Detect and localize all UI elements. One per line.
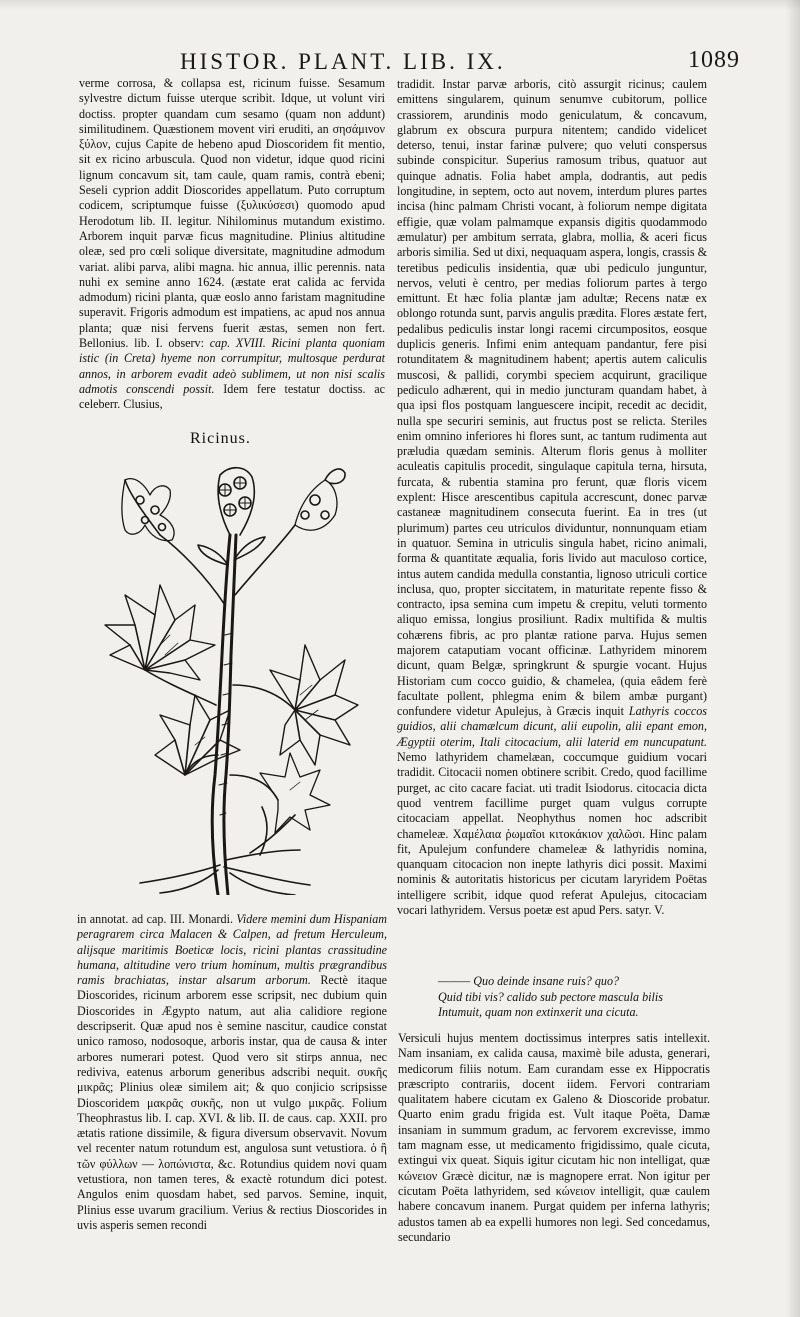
- left-column-italic-quote: cap. XVIII. Ricini planta quoniam istic (in Creta) hyeme non corrumpitur, multosque perdurat annos, in arborem evadit adeò sublimem, ut non nisi scalis admotis conscendi possit.: [79, 336, 386, 396]
- left-column-bottom-paragraph: [77, 912, 387, 1233]
- verse-line: ——— Quo deinde insane ruis? quo?: [438, 974, 620, 988]
- right-column-bottom-paragraph: Versiculi hujus mentem doctissimus interpres satis intellexit. Nam insaniam, ex calida causa, maximè bile adusta, generari, medicorum filiis notum. Eam curandam esse ex Hippocratis præscripto contrariis, docent iidem. Fervori contrariam qualitatem habere cicutam ex Galeno & Dioscoride probatur. Quarto enim gradu frigida est. Vult itaque Poëta, Damæ insaniam in summum gradum, ac fervorem excrevisse, immo tam magnam esse, ut medicamento frigidissimo, quale cicuta, extingui vix queat. Siquis igitur cicutam hic non intelligat, quæ κώνειον Græcè dicitur, næ is magnopere errat. Non igitur per cicutam Poëta lathyridem, sed κώνειον intelligit, quæ caulem habere concavum inanem. Purgat quidem per inferna lathyris; adustos tamen ab ea expelli humores non legi. Sed concedamus, secundario: [398, 1031, 710, 1244]
- right-column-text: tradidit. Instar parvæ arboris, citò assurgit ricinus; caulem emittens singularem, quinum senumve cubitorum, pollice crassiorem, arundinis modo geniculatum, & concavum, glabrum ex obscura purpura nitentem; candido videlicet deterso, tenui, instar farinæ pulvere; quo veluti conspersus subinde conspicitur. Superius ramosum tribus, quatuor aut quinque adnatis. Folia habet ampla, dodrantis, aut pedis longitudine, in septem, octo aut novem, interdum plures partes incisa (hinc palmam Christi vocant, à foliorum nempe digitata effigie, quæ volam palmamque expansis digitis quodammodo æmulatur) per ambitum serrata, glabra, mollia, & aceri ficus arboris similia. Sed ut dixi, nequaquam aspera, longis, crassis & teretibus pediculis insidentia, quæ ubi pediculo junguntur, nervos, veluti è centro, per medias foliorum partes à tergo emittunt. Et hæc folia plantæ jam adultæ; Recens natæ ex oblongo rotunda sunt, parvis angulis prædita. Flores æstate fert, pedalibus pediculis instar longi racemi circumpositos, eosque duplicis generis. Infimi enim antequam pandantur, fere pisi rotunditatem & magnitudinem habent; apertis autem caliculis muscosi, & pallidi, corymbi speciem acquirunt, gracilique pediculo adhærent, qui in medio juncturam quandam habet, à qua ipsi flos postquam languescere incipit, recedit ac decidit, nulla spe securiri seminis, aut fructus post se relicta. Steriles enim omnino inferiores hi flores sunt, ac tantum rudimenta aut præludia quædam seminis. Alterum floris genus à molliter aculeatis capitulis procedit, singulaque capitula terna, hirsuta, furcata, & rubentia stamina pro ferunt, quæ floris vicem explent: Hisce arescentibus capitula accrescunt, donec parvæ castaneæ magnitudinem consecuta fuerint. Ea in tres (ut plurimum) partes ceu utriculos dividuntur, nonnunquam etiam in quatuor. Semina in utriculis singula habet, ricino animali, forma & quantitate æqualia, foris livido aut maculoso cortice, intus autem candida medulla constantia, lignoso utriculi cortice inclusa, quo, propter siccitatem, in maturitate repente fisso & contracto, ipsa semina cum impetu & crepitu, veluti tormento aliquo emissa, longius prosiliunt. Radix multifida & multis cohærens fibris, ac pro plantæ ratione parva. Hujus semen majorem cataputiam vocant officinæ. Lathyridem minorem dicunt, quam Belgæ, springkrunt & spurgie vocant. Hujus Historiam cum cocco guidio, & chamelea, (quia eâdem ferè facultate pollent, phlegma enim & bilem ambæ purgant) confundere videtur Apulejus, à Græcis inquit: [397, 77, 708, 719]
- left-column-text-continued: Idem fere testatur doctiss. ac celeberr. Clusius,: [79, 381, 385, 412]
- left-column-bottom: [77, 912, 387, 1233]
- left-bottom-text: Rectè itaque Dioscorides, ricinum arborem esse scripsit, nec dubium quin Dioscorides in Ægypto natum, aut alia calidiore regione descripserit. Quæ apud nos è semine nascitur, caudice constat unico ramoso, nodosoque, arboris instar, qua de causa & inter arbores numerari potest. Quod vero sit stirps annua, nec rediviva, eatenus arborum generibus adscribi nequit. συκῆς μικρᾶς; Plinius oleæ similem ait; & quo conjicio scripsisse Dioscoridem μακρᾶς συκῆς, non ut vulgo μικρᾶς. Folium Theophrastus lib. I. cap. XVI. & lib. II. de caus. cap. XXII. pro ætatis ratione dissimile, & figura diversum observavit. Novum vel recenter natum rotundum est, angulosa sunt vetustiora. ὁ ἢ τῶν φύλλων — λοπώνιστα, &c. Rotundius quidem novi quam vetustiora, non tamen teres, & exactè rotundum dici potest. Angulos enim quosdam habet, sed parvos. Semine, inquit, Plinius esse uvarum gracilium. Verius & rectius Dioscorides in uvis asperis semen recondi: [77, 973, 387, 1232]
- running-title: HISTOR. PLANT. LIB. IX.: [180, 49, 506, 74]
- left-column-paragraph: [79, 76, 385, 413]
- page-number: 1089: [688, 47, 740, 73]
- left-bottom-italic-quote: Videre memini dum Hispaniam peragrarem circa Malacen & Calpen, ad fretum Herculeum, alijsque maritimis Boeticæ locis, ricini plantas crassitudine humana, altitudine vero trium hominum, multis prægrandibus ramis brachiatas, instar alsarum arborum.: [77, 912, 387, 988]
- right-column-bottom: [398, 1031, 710, 1245]
- ricinus-woodcut-icon: [100, 455, 360, 895]
- right-column-text-continued: Nemo lathyridem chamelæan, coccumque guidium vocari tradidit. Citocacii nomen obtinere scribit. Credo, quod facillime purget, ac cito cacare faciat. uti tradit Isiodorus. citocacia dicta quod ventrem facillime purget quam vulgus corrupte citocaciam appellat. Neophythus nomen hoc adscribit chameleæ. Χαμέλαια ῥωμαῖοι κιτοκάκιον χαλῶσι. Hinc palam fit, Apulejum confundere chameleæ & lathyridis nomina, quanquam citocacion non inepte lathyris dici possit. Maximi nominis & autoritatis historicus per cicutam laryridem Poëtas intelligere scribit, idque quod referat Apulejus, citocaciam vocari lathyridem. Versus poetæ est apud Pers. satyr. V.: [397, 750, 707, 918]
- verse-line: Intumuit, quam non extinxerit una cicuta.: [438, 1005, 639, 1019]
- right-column-italic-quote: Lathyris coccos guidios, alii chamælcum dicunt, alii eupolin, alii epant emon, Ægyptii oterim, Itali citocacium, alii laterid em nuncupatunt.: [397, 704, 708, 749]
- verse-quotation: [438, 974, 708, 1021]
- verse-line: Quid tibi vis? calido sub pectore mascula bilis: [438, 989, 663, 1004]
- left-column-top: [79, 76, 385, 413]
- ricinus-illustration: [100, 455, 360, 895]
- page-edge-shadow: [786, 0, 800, 1317]
- page-top-shadow: [0, 0, 800, 10]
- right-column-paragraph: [397, 77, 707, 918]
- right-column-top: [397, 77, 707, 918]
- figure-caption: Ricinus.: [190, 430, 251, 447]
- left-column-text: verme corrosa, & collapsa est, ricinum fuisse. Sesamum sylvestre dictum fuisse uterque scribit. Idque, ut volunt viri doctiss. propter quandam cum sesamo (quam non addunt) similitudinem. Quæstionem movent viri eruditi, an σησάμινον ξύλον, cujus Capite de hebeno apud Dioscoridem fit mentio, sit ex ricino arbuscula. Quod non videtur, idque quod ricini lignum concavum sit, tam caule, quam ramis, contrà ebeni; Seseli cyprion addit Dioscorides appellatum. Puto corruptum codicem, scriptumque fuisse (ξυλικύσεσι) quomodo apud Herodotum lib. II. legitur. Nihilominus mutandum existimo. Arborem inquit parvæ ficus magnitudine. Plinius altitudine oleæ, sed pro cœli solique diversitate, magnitudine admodum variat. alibi parva, alibi magna. hic annua, illic perennis. nata nuhi ex semine anno 1624. (æstate erat calida ac fervida admodum) ricini planta, quæ eoslo anno faristam magnitudine superavit. Frigoris admodum est impatiens, ac apud nos annua planta; quæ nisi fervens fuerit æstas, semen non fert. Bellonius. lib. I. observ:: [79, 76, 385, 351]
- left-bottom-intro: in annotat. ad cap. III. Monardi.: [77, 912, 233, 926]
